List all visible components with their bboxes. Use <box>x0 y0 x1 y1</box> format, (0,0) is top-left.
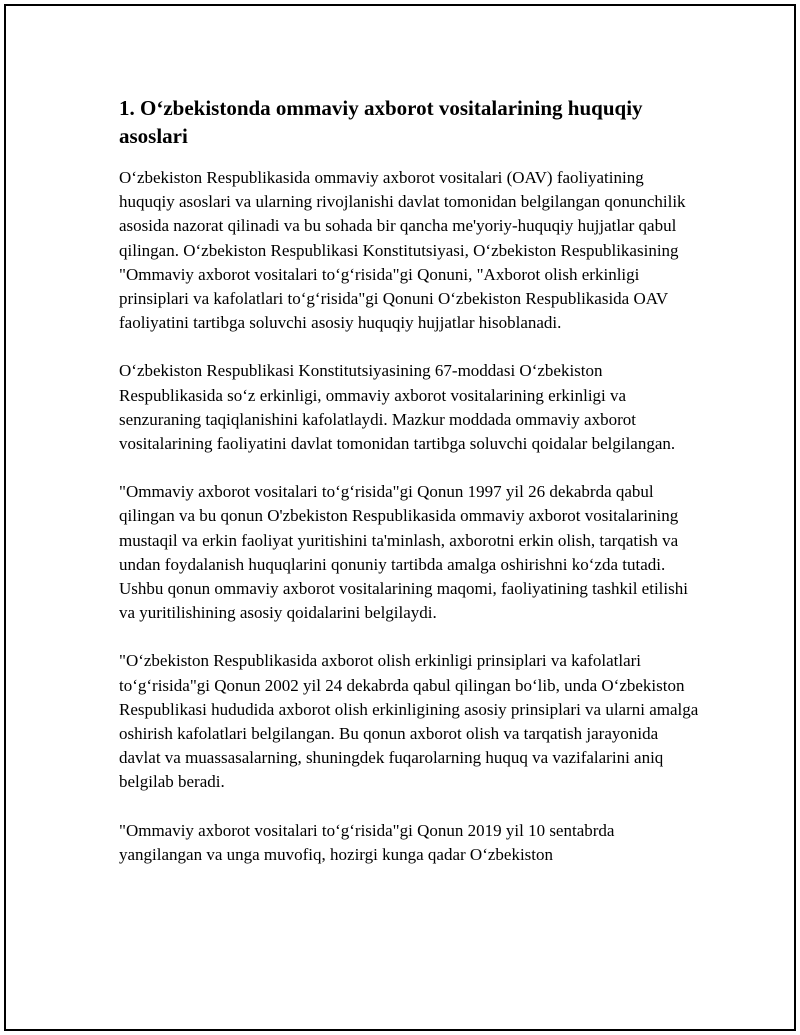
paragraph-2: O‘zbekiston Respublikasi Konstitutsiyasining 67-moddasi O‘zbekiston Respublikasida so‘z erkinligi, ommaviy axborot vositalarining erkinligi va senzuraning taqiqlanishini kafolatlaydi. Mazkur moddada ommaviy axborot vositalarining faoliyatini davlat tomonidan tartibga soluvchi qoidalar belgilangan. <box>119 361 676 454</box>
page-frame <box>4 4 796 1031</box>
document-body <box>119 94 699 891</box>
paragraph-4: "O‘zbekiston Respublikasida axborot olish erkinligi prinsiplari va kafolatlari to‘g‘risida"gi Qonun 2002 yil 24 dekabrda qabul qilingan bo‘lib, unda O‘zbekiston Respublikasi hududida axborot olish erkinligining asosiy prinsiplari va ularni amalga oshirish kafolatlari belgilangan. Bu qonun axborot olish va tarqatish jarayonida davlat va muassasalarning, shuningdek fuqarolarning huquq va vazifalarini aniq belgilab beradi. <box>119 651 699 792</box>
section-heading: 1. O‘zbekistonda ommaviy axborot vositalarining huquqiy asoslari <box>119 96 643 148</box>
paragraph-5: "Ommaviy axborot vositalari to‘g‘risida"gi Qonun 2019 yil 10 sentabrda yangilangan va unga muvofiq, hozirgi kunga qadar O‘zbekiston <box>119 820 615 864</box>
paragraph-1: O‘zbekiston Respublikasida ommaviy axborot vositalari (OAV) faoliyatining huquqiy asoslari va ularning rivojlanishi davlat tomonidan belgilangan qonunchilik asosida nazorat qilinadi va bu sohada bir qancha me'yoriy-huquqiy hujjatlar qabul qilingan. O‘zbekiston Respublikasi Konstitutsiyasi, O‘zbekiston Respublikasining "Ommaviy axborot vositalari to‘g‘risida"gi Qonuni, "Axborot olish erkinligi prinsiplari va kafolatlari to‘g‘risida"gi Qonuni O‘zbekiston Respublikasida OAV faoliyatini tartibga soluvchi asosiy huquqiy hujjatlar hisoblanadi. <box>119 168 686 333</box>
paragraph-3: "Ommaviy axborot vositalari to‘g‘risida"gi Qonun 1997 yil 26 dekabrda qabul qilingan va bu qonun O'zbekiston Respublikasida ommaviy axborot vositalarining mustaqil va erkin faoliyat yuritishini ta'minlash, axborotni erkin olish, tarqatish va undan foydalanish huquqlarini qonuniy tartibda amalga oshirishni ko‘zda tutadi. Ushbu qonun ommaviy axborot vositalarining maqomi, faoliyatining tashkil etilishi va yuritilishining asosiy qoidalarini belgilaydi. <box>119 482 688 623</box>
